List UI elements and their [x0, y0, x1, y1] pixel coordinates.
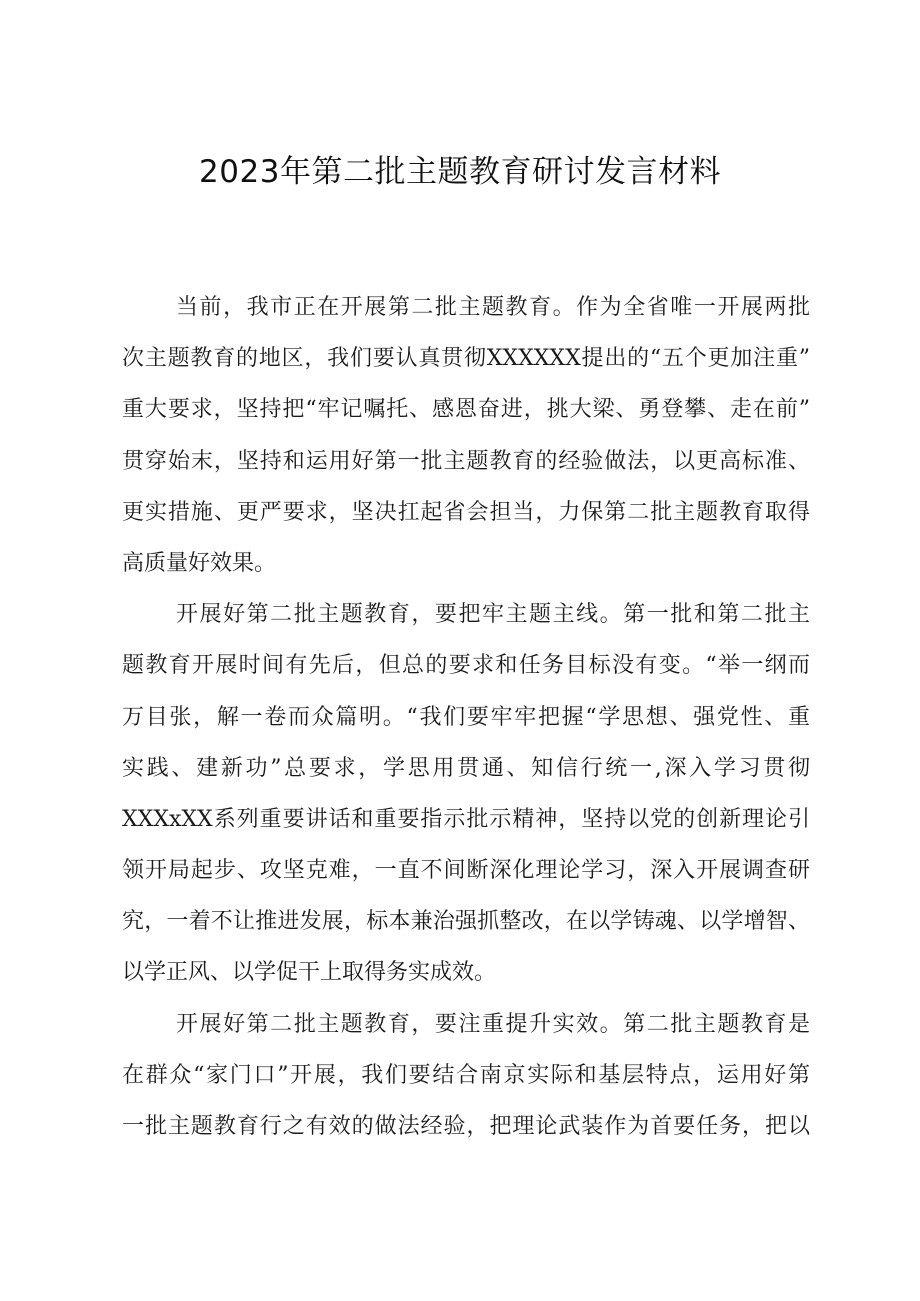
text-line: 万目张，解一卷而众篇明。“我们要牢牢把握“学思想、强党性、重 [122, 704, 810, 730]
text-line: 实践、建新功”总要求，学思用贯通、知信行统一,深入学习贯彻 [122, 755, 810, 781]
text-line: 次主题教育的地区，我们要认真贯彻XXXXXX提出的“五个更加注重” [122, 346, 810, 372]
text-line: 开展好第二批主题教育，要注重提升实效。第二批主题教育是 [176, 1011, 810, 1037]
text-line: 以学正风、以学促干上取得务实成效。 [122, 960, 497, 986]
document-title: 2023年第二批主题教育研讨发言材料 [199, 154, 721, 190]
text-line: 当前，我市正在开展第二批主题教育。作为全省唯一开展两批 [176, 295, 810, 320]
text-line: XXXxXX系列重要讲话和重要指示批示精神，坚持以党的创新理论引 [122, 806, 810, 832]
text-line: 题教育开展时间有先后，但总的要求和任务目标没有变。“举一纲而 [122, 653, 810, 679]
text-line: 领开局起步、攻坚克难，一直不间断深化理论学习，深入开展调查研 [122, 858, 810, 884]
text-line: 贯穿始末，坚持和运用好第一批主题教育的经验做法，以更高标准、 [122, 448, 810, 474]
paragraph-1 [122, 286, 810, 593]
document-body [122, 286, 810, 1156]
text-line: 一批主题教育行之有效的做法经验，把理论武装作为首要任务，把以 [122, 1114, 810, 1139]
paragraph-3 [122, 1003, 810, 1157]
text-line: 在群众“家门口”开展，我们要结合南京实际和基层特点，运用好第 [122, 1062, 810, 1088]
text-line: 重大要求，坚持把“牢记嘱托、感恩奋进，挑大梁、勇登攀、走在前” [122, 397, 810, 423]
paragraph-2 [122, 593, 810, 1003]
text-line: 高质量好效果。 [122, 550, 277, 576]
text-line: 开展好第二批主题教育，要把牢主题主线。第一批和第二批主 [176, 602, 810, 628]
text-line: 究，一着不让推进发展，标本兼治强抓整改，在以学铸魂、以学增智、 [122, 909, 810, 935]
text-line: 更实措施、更严要求，坚决扛起省会担当，力保第二批主题教育取得 [122, 499, 810, 525]
